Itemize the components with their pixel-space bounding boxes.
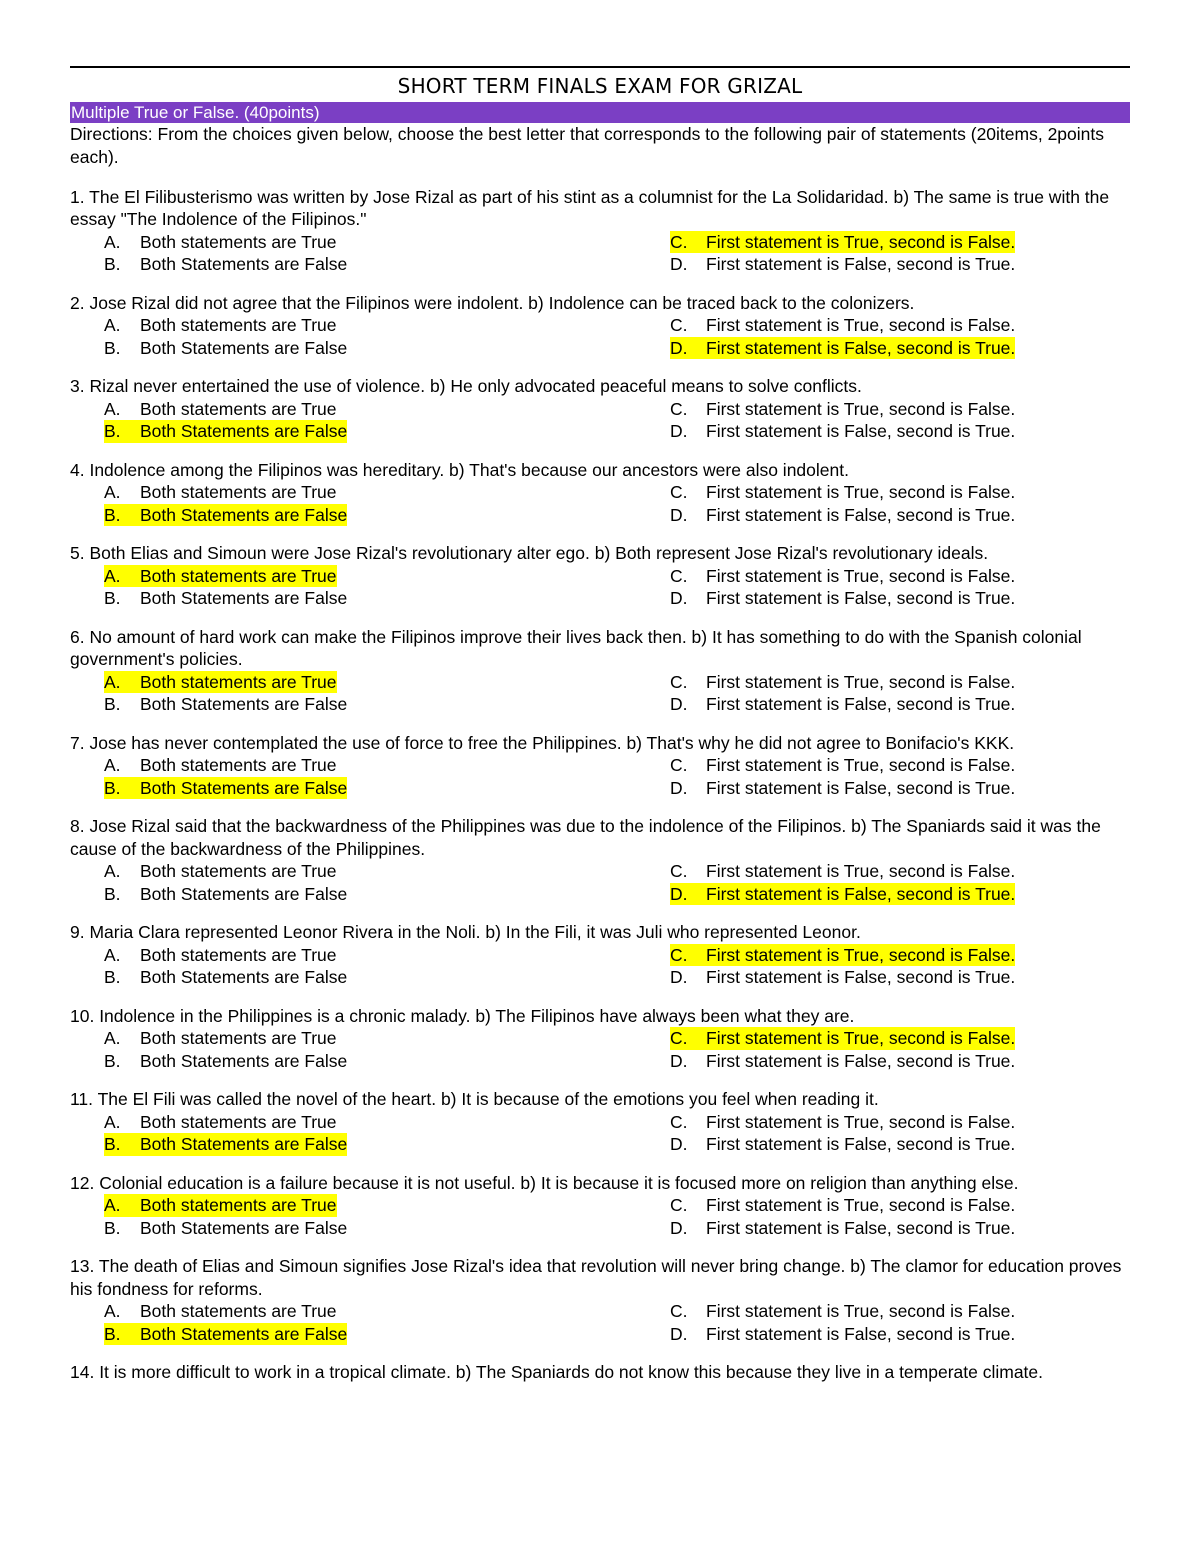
option-cell bbox=[670, 693, 1015, 716]
option-row bbox=[70, 966, 1130, 989]
option-text: First statement is True, second is False. bbox=[706, 1028, 1016, 1048]
option-b bbox=[104, 337, 347, 360]
option-cell bbox=[670, 1027, 1015, 1050]
question-item bbox=[70, 1172, 1130, 1240]
question-item bbox=[70, 732, 1130, 800]
question-item bbox=[70, 459, 1130, 527]
option-cell bbox=[670, 1323, 1015, 1346]
option-letter: C. bbox=[670, 315, 688, 335]
option-letter: A. bbox=[104, 1028, 121, 1048]
option-d bbox=[670, 693, 1015, 716]
option-c-highlighted bbox=[670, 231, 1015, 254]
option-letter: D. bbox=[670, 967, 688, 987]
option-cell bbox=[670, 1194, 1015, 1217]
option-cell bbox=[70, 565, 670, 588]
option-text: Both statements are True bbox=[140, 1195, 337, 1215]
option-text: Both statements are True bbox=[140, 755, 337, 775]
option-d-highlighted bbox=[670, 883, 1015, 906]
option-c bbox=[670, 671, 1015, 694]
option-text: Both statements are True bbox=[140, 482, 337, 502]
option-a bbox=[104, 944, 337, 967]
option-text: Both statements are True bbox=[140, 315, 337, 335]
option-letter: C. bbox=[670, 944, 688, 965]
option-row bbox=[70, 481, 1130, 504]
option-cell bbox=[70, 398, 670, 421]
option-letter: B. bbox=[104, 1050, 121, 1071]
option-cell bbox=[670, 231, 1015, 254]
option-d bbox=[670, 253, 1015, 276]
option-letter: A. bbox=[104, 671, 121, 692]
question-text: 3. Rizal never entertained the use of violence. b) He only advocated peaceful means to solve conflicts. bbox=[70, 376, 862, 396]
directions-text: Directions: From the choices given below, choose the best letter that corresponds to the following pair of statements (20items, 2points each). bbox=[70, 124, 1105, 167]
option-cell bbox=[70, 314, 670, 337]
option-letter: D. bbox=[670, 1323, 688, 1344]
question-text: 7. Jose has never contemplated the use of force to free the Philippines. b) That's why he did not agree to Bonifacio's KKK. bbox=[70, 732, 1015, 753]
option-b bbox=[104, 693, 347, 716]
option-letter: A. bbox=[104, 565, 121, 586]
option-letter: B. bbox=[104, 1217, 121, 1238]
option-letter: C. bbox=[670, 755, 688, 775]
option-cell bbox=[670, 883, 1015, 906]
option-text: First statement is True, second is False. bbox=[706, 231, 1016, 252]
option-row bbox=[70, 231, 1130, 254]
option-letter: B. bbox=[104, 588, 121, 608]
option-letter: D. bbox=[670, 777, 688, 798]
option-text: First statement is True, second is False. bbox=[706, 861, 1016, 881]
option-text: First statement is False, second is True. bbox=[706, 883, 1016, 904]
option-c bbox=[670, 1111, 1015, 1134]
option-letter: D. bbox=[670, 337, 688, 358]
option-row bbox=[70, 1323, 1130, 1346]
option-text: First statement is False, second is True. bbox=[706, 337, 1016, 358]
question-text: 10. Indolence in the Philippines is a chronic malady. b) The Filipinos have always been what they are. bbox=[70, 1005, 855, 1026]
option-text: Both Statements are False bbox=[140, 588, 348, 608]
option-row bbox=[70, 883, 1130, 906]
option-d bbox=[670, 966, 1015, 989]
option-letter: D. bbox=[670, 694, 688, 714]
option-text: First statement is True, second is False. bbox=[706, 565, 1016, 586]
option-cell bbox=[670, 587, 1015, 610]
option-cell bbox=[70, 1111, 670, 1134]
option-letter: C. bbox=[670, 231, 688, 252]
option-text: First statement is True, second is False. bbox=[706, 315, 1016, 335]
option-d-highlighted bbox=[670, 337, 1015, 360]
option-d bbox=[670, 1323, 1015, 1346]
option-cell bbox=[70, 777, 670, 800]
option-letter: A. bbox=[104, 1195, 121, 1215]
option-letter: B. bbox=[104, 1323, 121, 1344]
option-b-highlighted bbox=[104, 1133, 347, 1156]
option-text: First statement is True, second is False. bbox=[706, 1301, 1016, 1321]
option-cell bbox=[670, 777, 1015, 800]
option-a bbox=[104, 1111, 337, 1134]
question-item bbox=[70, 542, 1130, 610]
option-letter: B. bbox=[104, 254, 121, 274]
option-cell bbox=[670, 671, 1015, 694]
option-text: Both Statements are False bbox=[140, 337, 348, 358]
option-row bbox=[70, 314, 1130, 337]
option-row bbox=[70, 860, 1130, 883]
option-b bbox=[104, 1050, 347, 1073]
question-text: 9. Maria Clara represented Leonor Rivera in the Noli. b) In the Fili, it was Juli who represented Leonor. bbox=[70, 922, 861, 942]
option-letter: A. bbox=[104, 1301, 121, 1321]
option-text: First statement is True, second is False. bbox=[706, 482, 1016, 502]
option-a bbox=[104, 231, 337, 254]
option-cell bbox=[70, 860, 670, 883]
option-letter: C. bbox=[670, 565, 688, 586]
option-cell bbox=[70, 671, 670, 694]
option-letter: A. bbox=[104, 231, 121, 252]
option-c bbox=[670, 565, 1015, 588]
option-letter: B. bbox=[104, 1134, 121, 1154]
question-text: 12. Colonial education is a failure because it is not useful. b) It is because it is focused more on religion than anything else. bbox=[70, 1172, 1019, 1193]
option-text: First statement is False, second is True. bbox=[706, 1217, 1016, 1238]
option-cell bbox=[70, 944, 670, 967]
option-text: First statement is False, second is True. bbox=[706, 1134, 1016, 1154]
option-b bbox=[104, 966, 347, 989]
option-letter: C. bbox=[670, 482, 688, 502]
section-header: Multiple True or False. (40points) bbox=[70, 102, 1130, 123]
option-cell bbox=[670, 481, 1015, 504]
option-letter: D. bbox=[670, 883, 688, 904]
option-text: Both Statements are False bbox=[140, 1323, 348, 1344]
option-text: Both statements are True bbox=[140, 565, 337, 586]
question-item bbox=[70, 375, 1130, 443]
option-row bbox=[70, 944, 1130, 967]
option-letter: C. bbox=[670, 671, 688, 692]
option-cell bbox=[70, 754, 670, 777]
option-letter: A. bbox=[104, 755, 121, 775]
question-item bbox=[70, 921, 1130, 989]
option-d bbox=[670, 587, 1015, 610]
option-cell bbox=[70, 1050, 670, 1073]
question-item bbox=[70, 626, 1130, 716]
option-text: First statement is True, second is False. bbox=[706, 398, 1016, 419]
option-cell bbox=[670, 337, 1015, 360]
option-a bbox=[104, 398, 337, 421]
option-cell bbox=[70, 337, 670, 360]
exam-page bbox=[70, 66, 1130, 1400]
question-text: 13. The death of Elias and Simoun signifies Jose Rizal's idea that revolution will never bring change. b) The clamor for education proves his fondness for reforms. bbox=[70, 1256, 1122, 1299]
option-letter: A. bbox=[104, 944, 121, 965]
option-text: Both statements are True bbox=[140, 944, 337, 965]
option-row bbox=[70, 565, 1130, 588]
option-c bbox=[670, 1194, 1015, 1217]
option-cell bbox=[670, 966, 1015, 989]
page-title: SHORT TERM FINALS EXAM FOR GRIZAL bbox=[397, 74, 803, 98]
option-row bbox=[70, 1027, 1130, 1050]
option-cell bbox=[70, 420, 670, 443]
option-cell bbox=[670, 1111, 1015, 1134]
option-letter: B. bbox=[104, 967, 121, 987]
option-cell bbox=[670, 398, 1015, 421]
option-row bbox=[70, 253, 1130, 276]
option-d bbox=[670, 1050, 1015, 1073]
option-letter: A. bbox=[104, 482, 121, 502]
option-text: Both statements are True bbox=[140, 1028, 337, 1048]
question-text: 4. Indolence among the Filipinos was hereditary. b) That's because our ancestors were also indolent. bbox=[70, 459, 849, 480]
option-text: First statement is True, second is False. bbox=[706, 944, 1016, 965]
option-a bbox=[104, 860, 337, 883]
option-row bbox=[70, 671, 1130, 694]
option-text: Both statements are True bbox=[140, 1301, 337, 1321]
top-rule bbox=[70, 66, 1130, 68]
option-letter: C. bbox=[670, 861, 688, 881]
option-letter: D. bbox=[670, 588, 688, 608]
option-text: Both statements are True bbox=[140, 861, 337, 881]
option-text: Both statements are True bbox=[140, 231, 337, 252]
option-text: Both Statements are False bbox=[140, 777, 348, 798]
option-cell bbox=[70, 1323, 670, 1346]
option-text: First statement is False, second is True. bbox=[706, 1323, 1016, 1344]
option-d bbox=[670, 504, 1015, 527]
option-a-highlighted bbox=[104, 565, 337, 588]
option-d bbox=[670, 1217, 1015, 1240]
question-text: 5. Both Elias and Simoun were Jose Rizal's revolutionary alter ego. b) Both represent Jose Rizal's revolutionary ideals. bbox=[70, 543, 989, 563]
option-text: First statement is False, second is True. bbox=[706, 504, 1016, 525]
option-text: First statement is False, second is True. bbox=[706, 694, 1016, 714]
option-row bbox=[70, 1133, 1130, 1156]
question-text: 11. The El Fili was called the novel of the heart. b) It is because of the emotions you feel when reading it. bbox=[70, 1089, 879, 1109]
option-row bbox=[70, 398, 1130, 421]
option-cell bbox=[70, 1300, 670, 1323]
option-b-highlighted bbox=[104, 1323, 347, 1346]
option-letter: B. bbox=[104, 883, 121, 904]
option-b bbox=[104, 1217, 347, 1240]
option-c bbox=[670, 1300, 1015, 1323]
option-letter: A. bbox=[104, 315, 121, 335]
option-a bbox=[104, 754, 337, 777]
option-cell bbox=[670, 314, 1015, 337]
option-text: Both Statements are False bbox=[140, 504, 348, 525]
option-text: First statement is False, second is True. bbox=[706, 777, 1016, 798]
option-letter: D. bbox=[670, 1134, 688, 1154]
option-text: Both statements are True bbox=[140, 671, 337, 692]
option-row bbox=[70, 777, 1130, 800]
question-text: 2. Jose Rizal did not agree that the Filipinos were indolent. b) Indolence can be traced back to the colonizers. bbox=[70, 292, 915, 313]
option-text: Both Statements are False bbox=[140, 254, 348, 274]
option-letter: D. bbox=[670, 421, 688, 441]
option-cell bbox=[670, 1133, 1015, 1156]
option-a bbox=[104, 1027, 337, 1050]
option-cell bbox=[670, 504, 1015, 527]
option-letter: B. bbox=[104, 694, 121, 714]
option-text: Both Statements are False bbox=[140, 1134, 348, 1154]
question-item bbox=[70, 186, 1130, 276]
option-letter: B. bbox=[104, 777, 121, 798]
option-row bbox=[70, 337, 1130, 360]
option-text: Both Statements are False bbox=[140, 967, 348, 987]
option-cell bbox=[70, 253, 670, 276]
option-letter: C. bbox=[670, 1028, 688, 1048]
option-letter: A. bbox=[104, 861, 121, 881]
option-row bbox=[70, 504, 1130, 527]
option-b-highlighted bbox=[104, 504, 347, 527]
question-text: 8. Jose Rizal said that the backwardness of the Philippines was due to the indolence of the Filipinos. b) The Spaniards said it was the cause of the backwardness of the Philippines. bbox=[70, 816, 1101, 859]
question-text: 1. The El Filibusterismo was written by Jose Rizal as part of his stint as a columnist for the La Solidaridad. b) The same is true with the essay "The Indolence of the Filipinos." bbox=[70, 186, 1110, 229]
option-row bbox=[70, 1217, 1130, 1240]
option-cell bbox=[70, 883, 670, 906]
option-text: First statement is True, second is False. bbox=[706, 1111, 1016, 1132]
question-item bbox=[70, 1005, 1130, 1073]
option-text: First statement is False, second is True. bbox=[706, 1050, 1016, 1071]
option-row bbox=[70, 1050, 1130, 1073]
question-item bbox=[70, 815, 1130, 905]
question-item bbox=[70, 1088, 1130, 1156]
option-cell bbox=[70, 481, 670, 504]
option-c bbox=[670, 398, 1015, 421]
option-cell bbox=[670, 944, 1015, 967]
question-text: 14. It is more difficult to work in a tropical climate. b) The Spaniards do not know this because they live in a temperate climate. bbox=[70, 1362, 1044, 1382]
option-b bbox=[104, 253, 347, 276]
option-text: Both Statements are False bbox=[140, 1050, 348, 1071]
option-a bbox=[104, 481, 337, 504]
option-cell bbox=[70, 1217, 670, 1240]
option-d bbox=[670, 1133, 1015, 1156]
question-list bbox=[70, 186, 1130, 1384]
option-text: Both statements are True bbox=[140, 398, 337, 419]
option-letter: D. bbox=[670, 504, 688, 525]
question-item bbox=[70, 292, 1130, 360]
option-c bbox=[670, 860, 1015, 883]
option-a-highlighted bbox=[104, 1194, 337, 1217]
option-row bbox=[70, 1111, 1130, 1134]
option-b bbox=[104, 587, 347, 610]
option-cell bbox=[670, 253, 1015, 276]
option-row bbox=[70, 587, 1130, 610]
option-b-highlighted bbox=[104, 777, 347, 800]
option-text: Both Statements are False bbox=[140, 694, 348, 714]
option-text: First statement is True, second is False. bbox=[706, 671, 1016, 692]
option-text: Both statements are True bbox=[140, 1111, 337, 1132]
question-text: 6. No amount of hard work can make the Filipinos improve their lives back then. b) It has something to do with the Spanish colonial government's policies. bbox=[70, 626, 1082, 669]
option-cell bbox=[670, 754, 1015, 777]
option-cell bbox=[70, 1133, 670, 1156]
option-row bbox=[70, 420, 1130, 443]
option-row bbox=[70, 1194, 1130, 1217]
option-a bbox=[104, 314, 337, 337]
option-c bbox=[670, 754, 1015, 777]
option-cell bbox=[670, 1217, 1015, 1240]
question-item bbox=[70, 1255, 1130, 1345]
option-text: Both Statements are False bbox=[140, 883, 348, 904]
option-text: Both Statements are False bbox=[140, 421, 348, 441]
option-cell bbox=[670, 860, 1015, 883]
option-letter: B. bbox=[104, 421, 121, 441]
option-letter: C. bbox=[670, 1195, 688, 1215]
option-c-highlighted bbox=[670, 944, 1015, 967]
option-cell bbox=[670, 1300, 1015, 1323]
option-text: First statement is False, second is True. bbox=[706, 588, 1016, 608]
option-letter: D. bbox=[670, 254, 688, 274]
option-a-highlighted bbox=[104, 671, 337, 694]
option-letter: A. bbox=[104, 1111, 121, 1132]
option-row bbox=[70, 754, 1130, 777]
option-text: Both Statements are False bbox=[140, 1217, 348, 1238]
option-d bbox=[670, 777, 1015, 800]
option-text: First statement is False, second is True. bbox=[706, 967, 1016, 987]
option-letter: B. bbox=[104, 337, 121, 358]
option-cell bbox=[70, 1027, 670, 1050]
option-text: First statement is False, second is True. bbox=[706, 254, 1016, 274]
option-cell bbox=[70, 231, 670, 254]
option-c bbox=[670, 481, 1015, 504]
option-letter: A. bbox=[104, 398, 121, 419]
option-letter: C. bbox=[670, 1301, 688, 1321]
option-cell bbox=[70, 693, 670, 716]
option-cell bbox=[70, 504, 670, 527]
option-cell bbox=[70, 1194, 670, 1217]
option-letter: D. bbox=[670, 1217, 688, 1238]
option-a bbox=[104, 1300, 337, 1323]
option-text: First statement is True, second is False. bbox=[706, 755, 1016, 775]
option-letter: C. bbox=[670, 1111, 688, 1132]
option-letter: B. bbox=[104, 504, 121, 525]
option-letter: C. bbox=[670, 398, 688, 419]
option-row bbox=[70, 1300, 1130, 1323]
option-row bbox=[70, 693, 1130, 716]
option-text: First statement is False, second is True. bbox=[706, 421, 1016, 441]
option-cell bbox=[70, 966, 670, 989]
option-d bbox=[670, 420, 1015, 443]
option-b bbox=[104, 883, 347, 906]
option-cell bbox=[670, 1050, 1015, 1073]
option-cell bbox=[70, 587, 670, 610]
option-cell bbox=[670, 565, 1015, 588]
option-cell bbox=[670, 420, 1015, 443]
option-c-highlighted bbox=[670, 1027, 1015, 1050]
option-c bbox=[670, 314, 1015, 337]
option-letter: D. bbox=[670, 1050, 688, 1071]
option-b-highlighted bbox=[104, 420, 347, 443]
option-text: First statement is True, second is False. bbox=[706, 1195, 1016, 1215]
question-item bbox=[70, 1361, 1130, 1384]
